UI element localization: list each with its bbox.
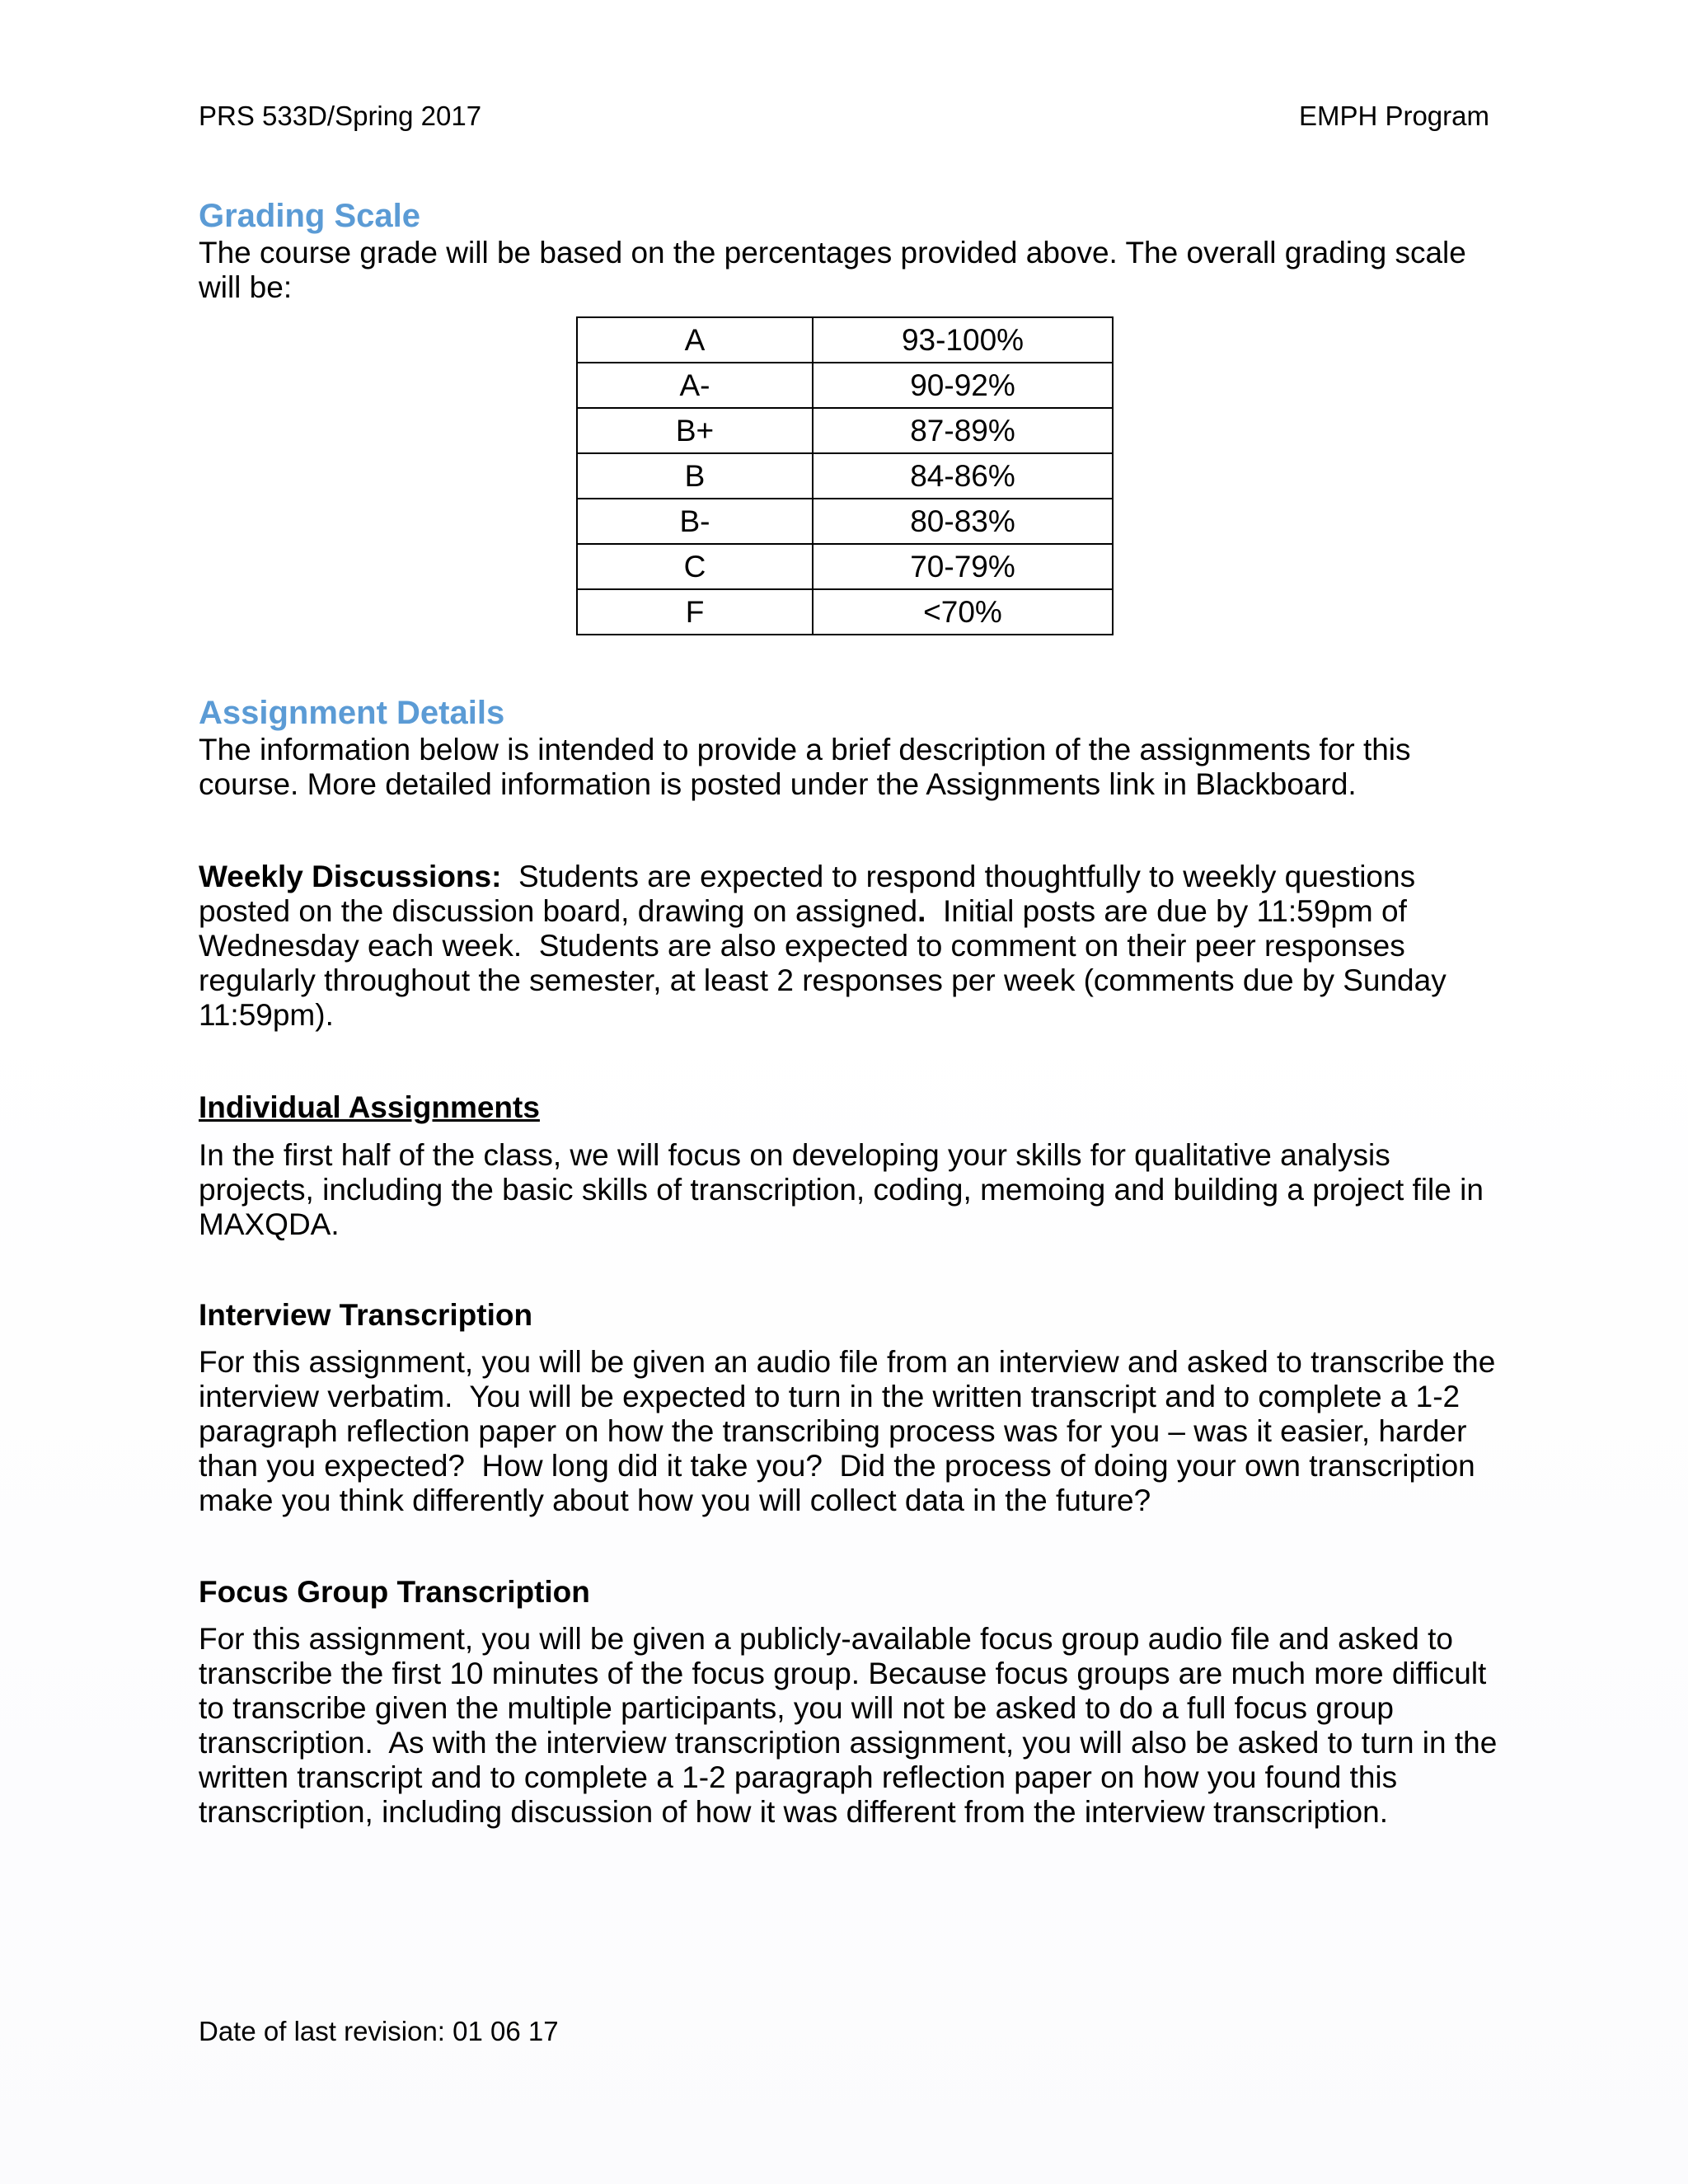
weekly-discussions-text-b: Initial posts are due by 11:59pm of Wednesday each week. Students are also expected to comment on their peer responses regularly throughout the semester, at least 2 responses per week (comments due by Sunday 11:59pm). xyxy=(199,894,1455,1032)
range-cell: 70-79% xyxy=(813,544,1113,589)
grading-scale-intro: The course grade will be based on the percentages provided above. The overall grading scale will be: xyxy=(199,236,1466,304)
header-course: PRS 533D/Spring 2017 xyxy=(199,101,482,131)
individual-assignments-heading: Individual Assignments xyxy=(199,1090,540,1124)
individual-assignments-text: In the first half of the class, we will focus on developing your skills for qualitative analysis projects, including the basic skills of transcription, coding, memoing and building a project file in MAXQDA. xyxy=(199,1138,1484,1241)
weekly-discussions-paragraph xyxy=(199,860,1501,1033)
range-cell: 80-83% xyxy=(813,499,1113,544)
table-row xyxy=(577,317,1113,363)
weekly-discussions-text-a: Students are expected to respond thoughtfully to weekly questions posted on the discussion board, drawing on assigned xyxy=(199,860,1424,928)
range-cell: 93-100% xyxy=(813,317,1113,363)
grade-cell: C xyxy=(577,544,813,589)
interview-transcription-text: For this assignment, you will be given an audio file from an interview and asked to transcribe the interview verbatim. You will be expected to turn in the written transcript and to complete a 1-2 paragraph reflection paper on how the transcribing process was for you – was it easier, harder than you expected? How long did it take you? Did the process of doing your own transcription make you think differently about how you will collect data in the future? xyxy=(199,1345,1504,1517)
range-cell: 90-92% xyxy=(813,363,1113,408)
grading-scale-heading: Grading Scale xyxy=(199,198,420,234)
grade-cell: A xyxy=(577,317,813,363)
range-cell: 84-86% xyxy=(813,453,1113,499)
interview-transcription-heading: Interview Transcription xyxy=(199,1298,533,1332)
revision-date: Date of last revision: 01 06 17 xyxy=(199,2016,559,2046)
range-cell: 87-89% xyxy=(813,408,1113,453)
table-row xyxy=(577,544,1113,589)
table-row xyxy=(577,363,1113,408)
grade-cell: B+ xyxy=(577,408,813,453)
grade-cell: B xyxy=(577,453,813,499)
weekly-discussions-label: Weekly Discussions: xyxy=(199,860,502,893)
focus-group-transcription-heading: Focus Group Transcription xyxy=(199,1575,590,1609)
assignment-details-intro: The information below is intended to provide a brief description of the assignments for this course. More detailed information is posted under the Assignments link in Blackboard. xyxy=(199,733,1411,801)
weekly-discussions-period: . xyxy=(917,894,926,928)
assignment-details-heading: Assignment Details xyxy=(199,695,505,731)
grade-cell: A- xyxy=(577,363,813,408)
grade-cell: F xyxy=(577,589,813,635)
table-row xyxy=(577,589,1113,635)
table-row xyxy=(577,453,1113,499)
focus-group-transcription-text: For this assignment, you will be given a publicly-available focus group audio file and asked to transcribe the first 10 minutes of the focus group. Because focus groups are much more difficult to transcribe given the multiple participants, you will not be asked to do a full focus group transcription. As with the interview transcription assignment, you will also be asked to turn in the written transcript and to complete a 1-2 paragraph reflection paper on how you found this transcription, including discussion of how it was different from the interview transcription. xyxy=(199,1622,1506,1829)
header-program: EMPH Program xyxy=(1298,101,1489,131)
range-cell: <70% xyxy=(813,589,1113,635)
table-row xyxy=(577,408,1113,453)
table-row xyxy=(577,499,1113,544)
grade-cell: B- xyxy=(577,499,813,544)
grading-scale-table xyxy=(576,316,1114,635)
